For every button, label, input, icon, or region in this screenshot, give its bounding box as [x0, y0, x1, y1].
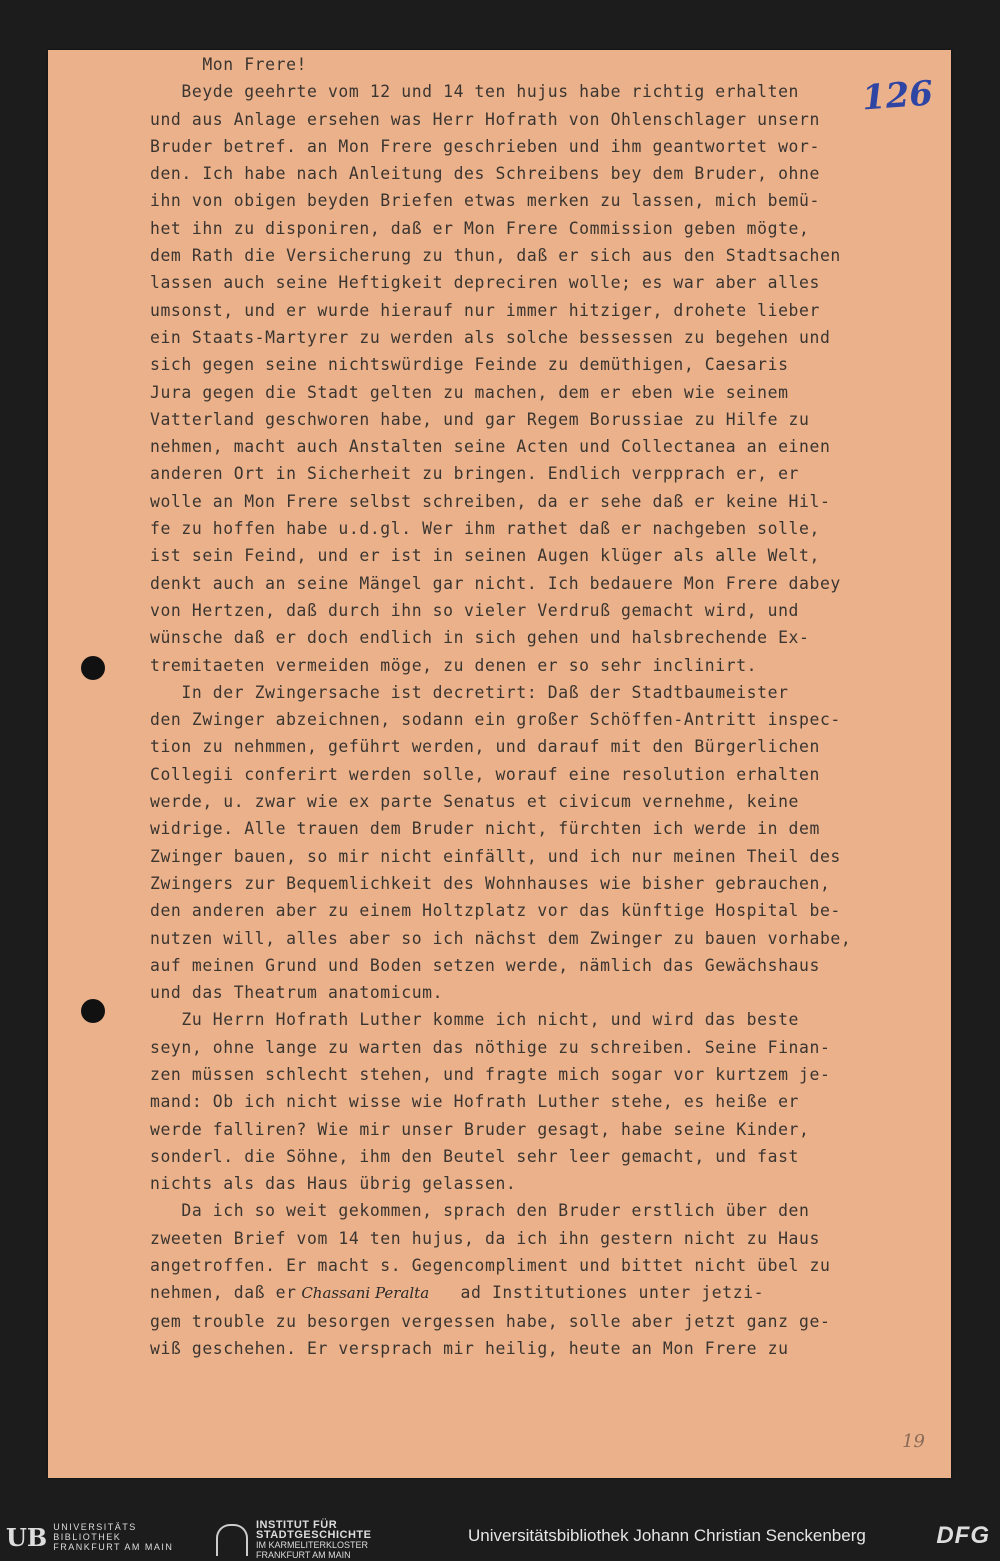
letter-line: In der Zwingersache ist decretirt: Daß der Stadtbaumeister: [150, 682, 789, 702]
letter-line: nehmen, daß er Chassani Peralta ad Institutiones unter jetzi-: [150, 1283, 765, 1303]
dfg-logo[interactable]: DFG: [936, 1522, 990, 1549]
isg-line-4: FRANKFURT AM MAIN: [256, 1550, 351, 1560]
line-after-insert: ad Institutiones unter jetzi-: [429, 1283, 765, 1303]
letter-line: lassen auch seine Heftigkeit depreciren wolle; es war aber alles: [150, 273, 820, 293]
letter-line: Zwinger bauen, so mir nicht einfällt, und ich nur meinen Theil des: [150, 846, 841, 866]
letter-line: denkt auch an seine Mängel gar nicht. Ich bedauere Mon Frere dabey: [150, 573, 841, 593]
letter-line: het ihn zu disponiren, daß er Mon Frere Commission geben mögte,: [150, 218, 810, 238]
letter-line: tremitaeten vermeiden möge, zu denen er so sehr inclinirt.: [150, 655, 758, 675]
footer-title: Universitätsbibliothek Johann Christian Senckenberg: [468, 1526, 866, 1545]
letter-line: Zu Herrn Hofrath Luther komme ich nicht, und wird das beste: [150, 1010, 800, 1030]
letter-line: Beyde geehrte vom 12 und 14 ten hujus habe richtig erhalten: [150, 82, 800, 102]
letter-line: nutzen will, alles aber so ich nächst dem Zwinger zu bauen vorhabe,: [150, 928, 852, 948]
letter-line: auf meinen Grund und Boden setzen werde, nämlich das Gewächshaus: [150, 955, 820, 975]
isg-line-2: STADTGESCHICHTE: [256, 1529, 372, 1541]
letter-line: widrige. Alle trauen dem Bruder nicht, fürchten ich werde in dem: [150, 819, 820, 839]
punch-hole-top: [81, 656, 105, 680]
letter-line: sich gegen seine nichtswürdige Feinde zu demüthigen, Caesaris: [150, 355, 789, 375]
letter-line: und das Theatrum anatomicum.: [150, 983, 444, 1003]
ub-line-2: BIBLIOTHEK: [53, 1532, 122, 1542]
letter-line: Da ich so weit gekommen, sprach den Bruder erstlich über den: [150, 1201, 810, 1221]
letter-line: den. Ich habe nach Anleitung des Schreibens bey dem Bruder, ohne: [150, 164, 820, 184]
letter-line: wiß geschehen. Er versprach mir heilig, heute an Mon Frere zu: [150, 1338, 789, 1358]
letter-line: und aus Anlage ersehen was Herr Hofrath von Ohlenschlager unsern: [150, 109, 820, 129]
letter-line: zweeten Brief vom 14 ten hujus, da ich ihn gestern nicht zu Haus: [150, 1228, 820, 1248]
letter-line: nehmen, macht auch Anstalten seine Acten und Collectanea an einen: [150, 437, 831, 457]
letter-line: werde falliren? Wie mir unser Bruder gesagt, habe seine Kinder,: [150, 1119, 810, 1139]
ub-line-1: UNIVERSITÄTS: [53, 1522, 137, 1532]
handwritten-insert: Chassani Peralta: [296, 1284, 430, 1303]
letter-line: tion zu nehmmen, geführt werden, und darauf mit den Bürgerlichen: [150, 737, 820, 757]
letter-line: umsonst, und er wurde hierauf nur immer hitziger, drohete lieber: [150, 300, 820, 320]
folio-number: 126: [860, 73, 935, 119]
folio-number-bottom: 19: [902, 1431, 925, 1452]
ub-logo-mark: UB: [6, 1522, 48, 1552]
letter-line: wünsche daß er doch endlich in sich gehen und halsbrechende Ex-: [150, 628, 810, 648]
letter-line: angetroffen. Er macht s. Gegencompliment und bittet nicht übel zu: [150, 1256, 831, 1276]
letter-line: Collegii conferirt werden solle, worauf eine resolution erhalten: [150, 764, 820, 784]
letter-line: Zwingers zur Bequemlichkeit des Wohnhauses wie bisher gebrauchen,: [150, 873, 831, 893]
letter-line: dem Rath die Versicherung zu thun, daß er sich aus den Stadtsachen: [150, 246, 841, 266]
letter-line: zen müssen schlecht stehen, und fragte mich sogar vor kurtzem je-: [150, 1064, 831, 1084]
letter-line: wolle an Mon Frere selbst schreiben, da er sehe daß er keine Hil-: [150, 491, 831, 511]
letter-line: mand: Ob ich nicht wisse wie Hofrath Luther stehe, es heiße er: [150, 1092, 800, 1112]
letter-line: ein Staats-Martyrer zu werden als solche bessessen zu begehen und: [150, 327, 831, 347]
isg-arch-icon: [216, 1524, 248, 1556]
letter-line: Jura gegen die Stadt gelten zu machen, dem er eben wie seinem: [150, 382, 789, 402]
letter-line: sonderl. die Söhne, ihm den Beutel sehr leer gemacht, und fast: [150, 1146, 800, 1166]
letter-line: fe zu hoffen habe u.d.gl. Wer ihm rathet daß er nachgeben solle,: [150, 519, 820, 539]
letter-line: den Zwinger abzeichnen, sodann ein großer Schöffen-Antritt inspec-: [150, 710, 841, 730]
letter-line: gem trouble zu besorgen vergessen habe, solle aber jetzt ganz ge-: [150, 1311, 831, 1331]
letter-line: Vatterland geschworen habe, und gar Regem Borussiae zu Hilfe zu: [150, 409, 810, 429]
letter-line: ist sein Feind, und er ist in seinen Augen klüger als alle Welt,: [150, 546, 820, 566]
isg-line-3: IM KARMELITERKLOSTER: [256, 1540, 369, 1550]
letter-body: [150, 51, 895, 1362]
letter-line: anderen Ort in Sicherheit zu bringen. Endlich verpprach er, er: [150, 464, 800, 484]
ub-logo[interactable]: [6, 1522, 173, 1552]
punch-hole-bottom: [81, 999, 105, 1023]
letter-line: werde, u. zwar wie ex parte Senatus et civicum vernehme, keine: [150, 792, 800, 812]
footer-bar: [0, 1512, 1000, 1561]
isg-logo[interactable]: [216, 1520, 371, 1560]
isg-logo-text: [256, 1520, 371, 1560]
letter-line: ihn von obigen beyden Briefen etwas merken zu lassen, mich bemü-: [150, 191, 820, 211]
letter-line: nichts als das Haus übrig gelassen.: [150, 1174, 517, 1194]
ub-line-3: FRANKFURT AM MAIN: [53, 1542, 174, 1552]
letter-line: Bruder betref. an Mon Frere geschrieben und ihm geantwortet wor-: [150, 136, 820, 156]
letter-line: von Hertzen, daß durch ihn so vieler Verdruß gemacht wird, und: [150, 600, 800, 620]
isg-line-1: INSTITUT FÜR: [256, 1519, 338, 1531]
letter-line: seyn, ohne lange zu warten das nöthige zu schreiben. Seine Finan-: [150, 1037, 831, 1057]
letter-line: Mon Frere!: [150, 55, 308, 74]
letter-line: den anderen aber zu einem Holtzplatz vor das künftige Hospital be-: [150, 901, 841, 921]
ub-logo-text: [53, 1522, 173, 1552]
